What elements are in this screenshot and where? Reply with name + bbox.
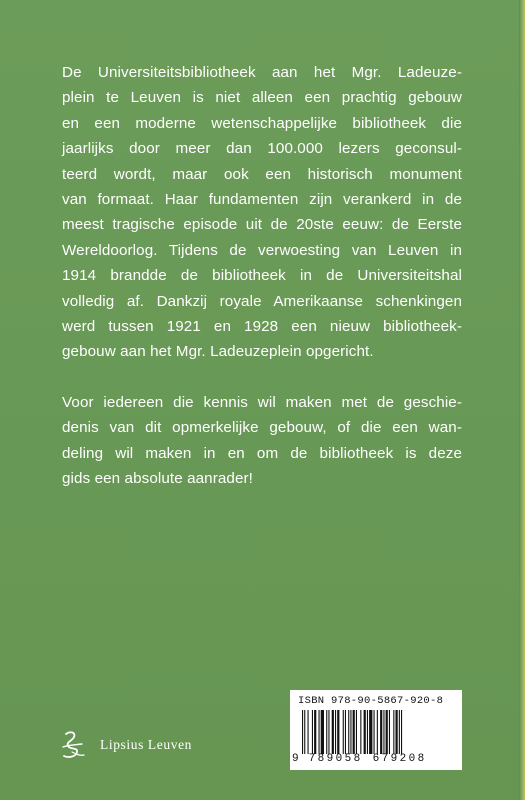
publisher-name: Lipsius Leuven: [100, 737, 193, 752]
barcode-bar: [386, 710, 388, 754]
barcode-bar: [321, 710, 324, 754]
barcode-bar: [348, 710, 349, 754]
barcode-bar: [353, 710, 355, 754]
barcode-bar: [312, 710, 313, 754]
barcode-bar: [337, 710, 339, 754]
barcode-bar: [304, 710, 305, 754]
spine-edge: [519, 0, 525, 800]
barcode-bar: [369, 710, 372, 754]
lipsius-monogram-icon: [60, 730, 86, 760]
text-line: gids een absolute aanrader!: [62, 470, 253, 488]
text-line: 1914 brandde de bibliotheek in de Universiteitshal: [62, 267, 462, 285]
text-line: teerd wordt, maar ook een historisch monument: [62, 165, 462, 183]
barcode-bar: [314, 710, 316, 754]
publisher-imprint: [60, 727, 192, 763]
barcode-bar: [383, 710, 384, 754]
barcode-bar: [364, 710, 366, 754]
text-line: van formaat. Haar fundamenten zijn verankerd in de: [62, 191, 462, 209]
barcode-bar: [389, 710, 390, 754]
barcode-bar: [350, 710, 351, 754]
barcode-bar: [380, 710, 382, 754]
blurb-paragraph-2: [62, 390, 462, 492]
barcode-bar: [343, 710, 344, 754]
barcode-bar: [393, 710, 394, 754]
blurb-paragraph-1: [62, 60, 462, 365]
text-line: werd tussen 1921 en 1928 een nieuw bibliotheek-: [62, 318, 462, 336]
barcode-bar: [399, 710, 400, 754]
barcode-bar: [308, 710, 309, 754]
text-line: De Universiteitsbibliotheek aan het Mgr. Ladeuze-: [62, 64, 462, 81]
barcode-bar: [396, 710, 398, 754]
barcode-bar: [374, 710, 375, 754]
barcode-digits: [292, 753, 460, 765]
text-line: gebouw aan het Mgr. Ladeuzeplein opgericht.: [62, 343, 374, 361]
text-line: deling wil maken in en om de bibliotheek is deze: [62, 444, 462, 462]
barcode-bar: [356, 710, 357, 754]
blurb: [62, 60, 462, 492]
barcode-bar: [367, 710, 368, 754]
barcode-digit-group-2: 679208: [372, 753, 427, 765]
barcode-bar: [377, 710, 378, 754]
text-line: plein te Leuven is niet alleen een prachtig gebouw: [62, 89, 462, 107]
barcode-bar: [302, 710, 303, 754]
text-line: jaarlijks door meer dan 100.000 lezers geconsul-: [62, 140, 462, 158]
text-line: Voor iedereen die kennis wil maken met de geschie-: [62, 393, 462, 411]
barcode-bar: [345, 710, 346, 754]
barcode-bar: [335, 710, 336, 754]
barcode-digit-prefix: 9: [292, 753, 299, 765]
text-line: en een moderne wetenschappelijke bibliotheek die: [62, 114, 462, 132]
isbn-barcode: [290, 690, 462, 770]
barcode-bar: [401, 710, 402, 754]
text-line: volledig af. Dankzij royale Amerikaanse schenkingen: [62, 292, 462, 310]
barcode-digit-group-1: 789058: [308, 753, 363, 765]
barcode-bar: [332, 710, 334, 754]
text-line: denis van dit opmerkelijke gebouw, of die een wan-: [62, 419, 462, 437]
barcode-bar: [360, 710, 361, 754]
barcode-bar: [319, 710, 320, 754]
barcode-bar: [326, 710, 327, 754]
isbn-label: ISBN 978-90-5867-920-8: [298, 695, 444, 707]
text-line: meest tragische episode uit de 20ste eeuw: de Eerste: [62, 216, 462, 234]
text-line: Wereldoorlog. Tijdens de verwoesting van Leuven in: [62, 241, 462, 259]
barcode-bars: [302, 710, 454, 754]
barcode-bar: [328, 710, 329, 754]
